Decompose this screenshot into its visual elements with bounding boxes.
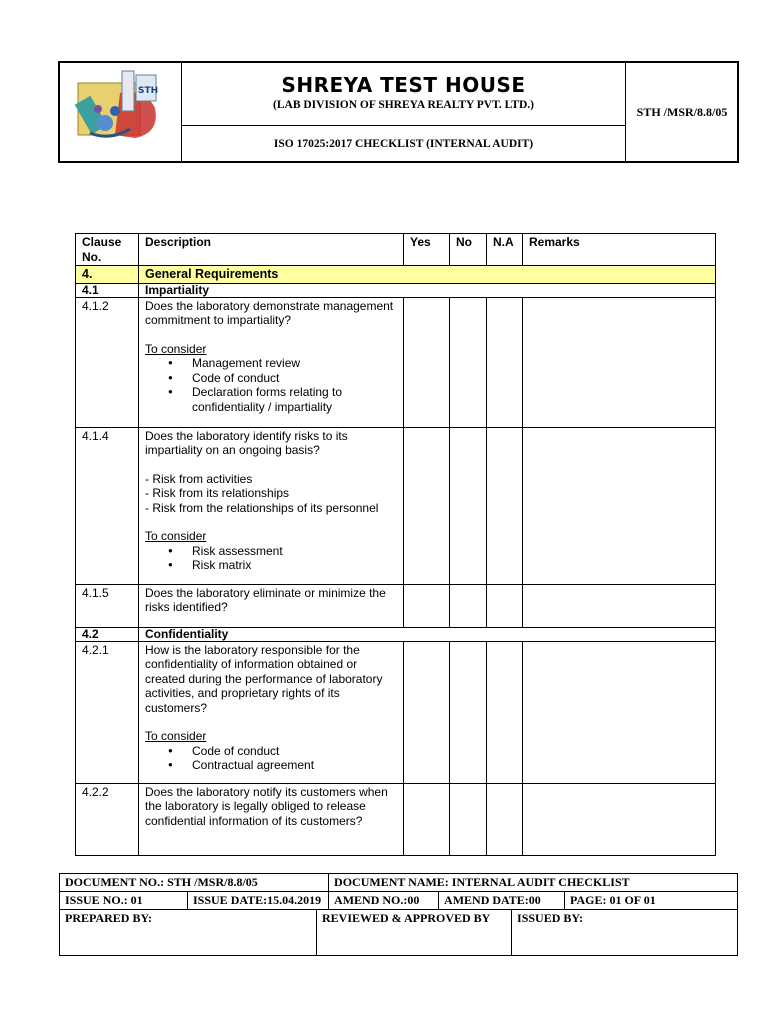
list-item: ● Management review [192,356,397,371]
list-item: ● Declaration forms relating to confidentiality / impartiality [192,385,397,414]
question-text: How is the laboratory responsible for the confidentiality of information obtained or created during the performance of laboratory activities, and proprietary rights of its customers? [145,642,383,715]
document-code: STH /MSR/8.8/05 [625,63,738,161]
clause-number: 4.1.5 [76,584,139,627]
na-cell[interactable] [487,427,523,584]
document-header [58,61,739,163]
col-na: N.A [487,234,523,266]
footer-prepared-by: PREPARED BY: [60,910,317,956]
question-text: Does the laboratory eliminate or minimize the risks identified? [145,585,386,614]
footer-page: PAGE: 01 OF 01 [565,892,738,910]
to-consider-label: To consider [145,729,207,743]
question-text: Does the laboratory demonstrate management commitment to impartiality? [145,298,394,327]
title-block [182,63,625,126]
yes-cell[interactable] [404,584,450,627]
section-number: 4. [76,266,139,284]
subsection-title: Confidentiality [139,627,716,641]
table-header-row [76,234,716,266]
consider-list [145,356,397,414]
table-row [76,641,716,783]
no-cell[interactable] [450,584,487,627]
subsection-row [76,283,716,297]
question-text: Does the laboratory notify its customers when the laboratory is legally obliged to release confidential information of its customers? [145,784,388,828]
list-item: ● Code of conduct [192,371,397,386]
list-item: ● Code of conduct [192,744,397,759]
footer-row [60,874,738,892]
remarks-cell[interactable] [523,427,716,584]
na-cell[interactable] [487,584,523,627]
table-row [76,783,716,855]
risk-item: - Risk from the relationships of its personnel [145,500,379,515]
na-cell[interactable] [487,641,523,783]
section-row [76,266,716,284]
footer-doc-name: DOCUMENT NAME: INTERNAL AUDIT CHECKLIST [329,874,738,892]
footer-row [60,910,738,956]
remarks-cell[interactable] [523,297,716,427]
clause-number: 4.2.1 [76,641,139,783]
clause-description [139,783,404,855]
col-remarks: Remarks [523,234,716,266]
remarks-cell[interactable] [523,584,716,627]
clause-number: 4.2.2 [76,783,139,855]
col-no: No [450,234,487,266]
clause-number: 4.1.2 [76,297,139,427]
yes-cell[interactable] [404,641,450,783]
footer-issued-by: ISSUED BY: [512,910,738,956]
na-cell[interactable] [487,297,523,427]
na-cell[interactable] [487,783,523,855]
section-title: General Requirements [139,266,716,284]
logo-lettering: STH [138,86,159,96]
col-description: Description [139,234,404,266]
footer-row [60,892,738,910]
col-clause: Clause No. [76,234,139,266]
table-row [76,427,716,584]
division-name: (LAB DIVISION OF SHREYA REALTY PVT. LTD.) [273,99,534,111]
subsection-row [76,627,716,641]
remarks-cell[interactable] [523,641,716,783]
footer-issue-date: ISSUE DATE:15.04.2019 [188,892,329,910]
no-cell[interactable] [450,783,487,855]
logo-cell [60,63,182,161]
footer-issue-no: ISSUE NO.: 01 [60,892,188,910]
company-logo [60,63,181,161]
consider-list [145,744,397,773]
company-name: SHREYA TEST HOUSE [281,73,526,97]
table-row [76,584,716,627]
list-item: ● Risk assessment [192,544,397,559]
risk-item: - Risk from its relationships [145,486,290,500]
document-footer [59,873,738,956]
consider-list [145,544,397,573]
yes-cell[interactable] [404,297,450,427]
subsection-number: 4.2 [76,627,139,641]
no-cell[interactable] [450,427,487,584]
clause-number: 4.1.4 [76,427,139,584]
subsection-number: 4.1 [76,283,139,297]
subsection-title: Impartiality [139,283,716,297]
footer-amend-no: AMEND NO.:00 [329,892,439,910]
no-cell[interactable] [450,641,487,783]
clause-description [139,427,404,584]
clause-description [139,584,404,627]
risk-item: - Risk from activities [145,471,253,486]
clause-description [139,297,404,427]
clause-description [139,641,404,783]
list-item: ● Risk matrix [192,558,397,573]
question-text: Does the laboratory identify risks to its impartiality on an ongoing basis? [145,428,348,457]
yes-cell[interactable] [404,783,450,855]
footer-reviewed-by: REVIEWED & APPROVED BY [317,910,512,956]
yes-cell[interactable] [404,427,450,584]
checklist-title: ISO 17025:2017 CHECKLIST (INTERNAL AUDIT) [273,137,534,150]
footer-doc-no: DOCUMENT NO.: STH /MSR/8.8/05 [60,874,329,892]
to-consider-label: To consider [145,529,207,543]
footer-amend-date: AMEND DATE:00 [439,892,565,910]
remarks-cell[interactable] [523,783,716,855]
table-row [76,297,716,427]
list-item: ● Contractual agreement [192,758,397,773]
no-cell[interactable] [450,297,487,427]
checklist-table [75,233,716,856]
to-consider-label: To consider [145,341,207,356]
col-yes: Yes [404,234,450,266]
